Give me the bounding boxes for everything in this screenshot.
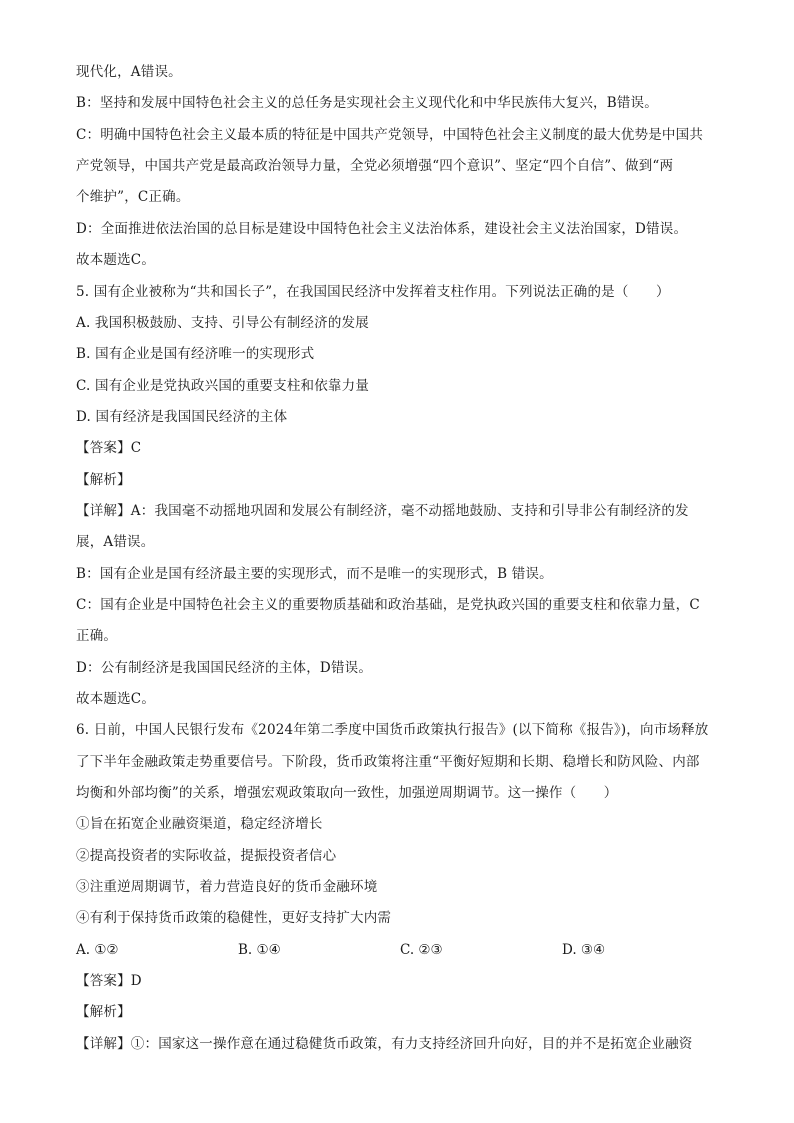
statement-3: ③注重逆周期调节，着力营造良好的货币金融环境 <box>76 879 378 895</box>
statement-2: ②提高投资者的实际收益，提振投资者信心 <box>76 848 337 864</box>
statement-1: ①旨在拓宽企业融资渠道，稳定经济增长 <box>76 816 323 832</box>
option-c: C. 国有企业是党执政兴国的重要支柱和依靠力量 <box>76 378 370 394</box>
option-d: D. 国有经济是我国国民经济的主体 <box>76 409 288 425</box>
text-line: 个维护”，C正确。 <box>76 189 190 205</box>
text-line: D：全面推进依法治国的总目标是建设中国特色社会主义法治体系，建设社会主义法治国家，D错误。 <box>76 221 688 237</box>
text-line: C：明确中国特色社会主义最本质的特征是中国共产党领导，中国特色社会主义制度的最大优势是中国共 <box>76 127 704 143</box>
text-line: C：国有企业是中国特色社会主义的重要物质基础和政治基础，是党执政兴国的重要支柱和依靠力量，C <box>76 597 700 613</box>
analysis-label: 【解析】 <box>76 1004 131 1020</box>
text-line: D：公有制经济是我国国民经济的主体，D错误。 <box>76 660 373 676</box>
answer-label: 【答案】D <box>76 973 142 989</box>
option-b: B. 国有企业是国有经济唯一的实现形式 <box>76 346 315 362</box>
option-c: C. ②③ <box>400 942 443 958</box>
text-line: 了下半年金融政策走势重要信号。下阶段，货币政策将注重“平衡好短期和长期、稳增长和防风险、内部 <box>76 754 700 770</box>
question-6-stem: 6. 日前，中国人民银行发布《2024年第二季度中国货币政策执行报告》(以下简称《报告》)，向市场释放 <box>76 722 709 738</box>
text-line: 均衡和外部均衡”的关系，增强宏观政策取向一致性，加强逆周期调节。这一操作（ ） <box>76 785 618 801</box>
text-line: 正确。 <box>76 628 118 644</box>
analysis-label: 【解析】 <box>76 472 131 488</box>
option-d: D. ③④ <box>562 942 606 958</box>
text-line: B：坚持和发展中国特色社会主义的总任务是实现社会主义现代化和中华民族伟大复兴，B错误。 <box>76 95 658 111</box>
statement-4: ④有利于保持货币政策的稳健性，更好支持扩大内需 <box>76 910 392 926</box>
text-line: 故本题选C。 <box>76 691 156 707</box>
text-line: 产党领导，中国共产党是最高政治领导力量，全党必须增强“四个意识”、坚定“四个自信”、做到“两 <box>76 158 674 174</box>
option-b: B. ①④ <box>238 942 281 958</box>
text-line: 故本题选C。 <box>76 252 156 268</box>
text-line: 现代化，A错误。 <box>76 64 182 80</box>
question-5-stem: 5. 国有企业被称为“共和国长子”，在我国国民经济中发挥着支柱作用。下列说法正确的是（ ） <box>76 284 670 300</box>
text-line: 展，A错误。 <box>76 534 155 550</box>
text-line: 【详解】①：国家这一操作意在通过稳健货币政策，有力支持经济回升向好，目的并不是拓宽企业融资 <box>76 1036 693 1052</box>
option-a: A. 我国积极鼓励、支持、引导公有制经济的发展 <box>76 315 369 331</box>
text-line: B：国有企业是国有经济最主要的实现形式，而不是唯一的实现形式，B 错误。 <box>76 566 553 582</box>
text-line: 【详解】A：我国毫不动摇地巩固和发展公有制经济，毫不动摇地鼓励、支持和引导非公有制经济的发 <box>76 503 689 519</box>
option-a: A. ①② <box>76 942 119 958</box>
answer-label: 【答案】C <box>76 440 142 456</box>
